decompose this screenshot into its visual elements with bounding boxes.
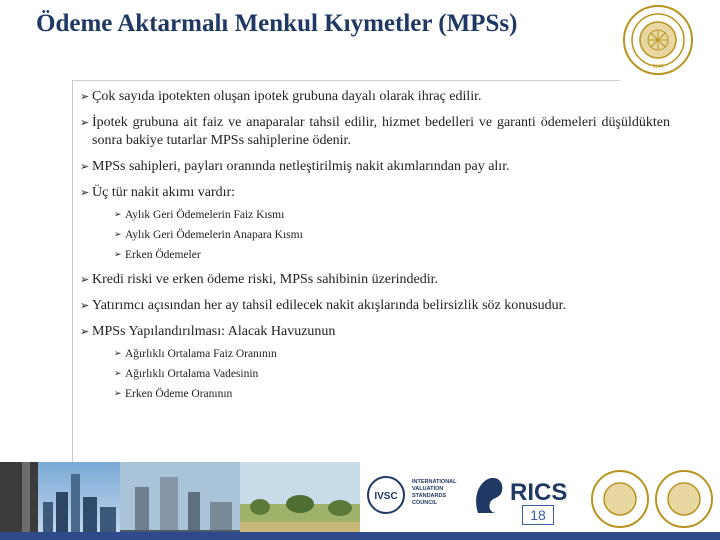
arrow-bullet-icon: ➢ (80, 160, 90, 173)
towers-photo (120, 462, 240, 540)
bullet-item: ➢ Çok sayıda ipotekten oluşan ipotek grubuna dayalı olarak ihraç edilir. (80, 89, 482, 104)
bullet-item: ➢ MPSs sahipleri, payları oranında netleştirilmiş nakit akımlarından pay alır. (80, 159, 510, 174)
arrow-bullet-icon: ➢ (114, 230, 122, 240)
sub-bullet-item: ➢ Ağırlıklı Ortalama Vadesinin (114, 368, 259, 380)
bullet-item: ➢ MPSs Yapılandırılması: Alacak Havuzunun (80, 324, 336, 339)
svg-text:IVSC: IVSC (374, 491, 398, 502)
footer-grey-strip (0, 462, 38, 540)
landscape-photo (240, 462, 360, 540)
bullet-item: ➢ Kredi riski ve erken ödeme riski, MPSs sahibinin üzerindedir. (80, 272, 439, 287)
bullet-item: ➢ İpotek grubuna ait faiz ve anaparalar tahsil edilir, hizmet bedelleri ve garanti ödemeleri düşüldükten sonra bakiye tutarlar MPSs sahiplerine ödenir. (80, 115, 670, 148)
city-photo (38, 462, 120, 540)
arrow-bullet-icon: ➢ (80, 116, 90, 129)
slide-body (80, 88, 670, 410)
sub-bullet-item: ➢ Ağırlıklı Ortalama Faiz Oranının (114, 348, 277, 360)
university-seal-icon (590, 469, 650, 529)
arrow-bullet-icon: ➢ (80, 273, 90, 286)
ivsc-logo-icon (366, 475, 406, 515)
sub-bullet-item: ➢ Erken Ödemeler (114, 249, 201, 261)
bullet-item: ➢ Üç tür nakit akımı vardır: (80, 185, 236, 200)
sub-bullet-item: ➢ Aylık Geri Ödemelerin Faiz Kısmı (114, 209, 285, 221)
arrow-bullet-icon: ➢ (80, 299, 90, 312)
arrow-bullet-icon: ➢ (114, 250, 122, 260)
sub-list (80, 208, 670, 263)
arrow-bullet-icon: ➢ (80, 325, 90, 338)
arrow-bullet-icon: ➢ (114, 389, 122, 399)
slide-title: Ödeme Aktarmalı Menkul Kıymetler (MPSs) (36, 10, 518, 37)
header-divider (72, 80, 620, 81)
arrow-bullet-icon: ➢ (114, 349, 122, 359)
svg-text:1946: 1946 (652, 64, 664, 70)
page-number: 18 (522, 505, 554, 525)
arrow-bullet-icon: ➢ (80, 186, 90, 199)
university-seal-icon (654, 469, 714, 529)
arrow-bullet-icon: ➢ (80, 90, 90, 103)
university-logo (622, 4, 694, 76)
rics-label: RICS (510, 479, 568, 506)
arrow-bullet-icon: ➢ (114, 210, 122, 220)
sub-list (80, 347, 670, 402)
sub-bullet-item: ➢ Aylık Geri Ödemelerin Anapara Kısmı (114, 229, 303, 241)
arrow-bullet-icon: ➢ (114, 369, 122, 379)
ivsc-text: INTERNATIONAL VALUATION STANDARDS COUNCIL (412, 479, 457, 506)
sub-bullet-item: ➢ Erken Ödeme Oranının (114, 388, 233, 400)
bullet-item: ➢ Yatırımcı açısından her ay tahsil edilecek nakit akışlarında belirsizlik söz konusudur. (80, 298, 567, 313)
rics-lion-icon (470, 473, 508, 517)
footer-grey-strip (22, 462, 30, 540)
